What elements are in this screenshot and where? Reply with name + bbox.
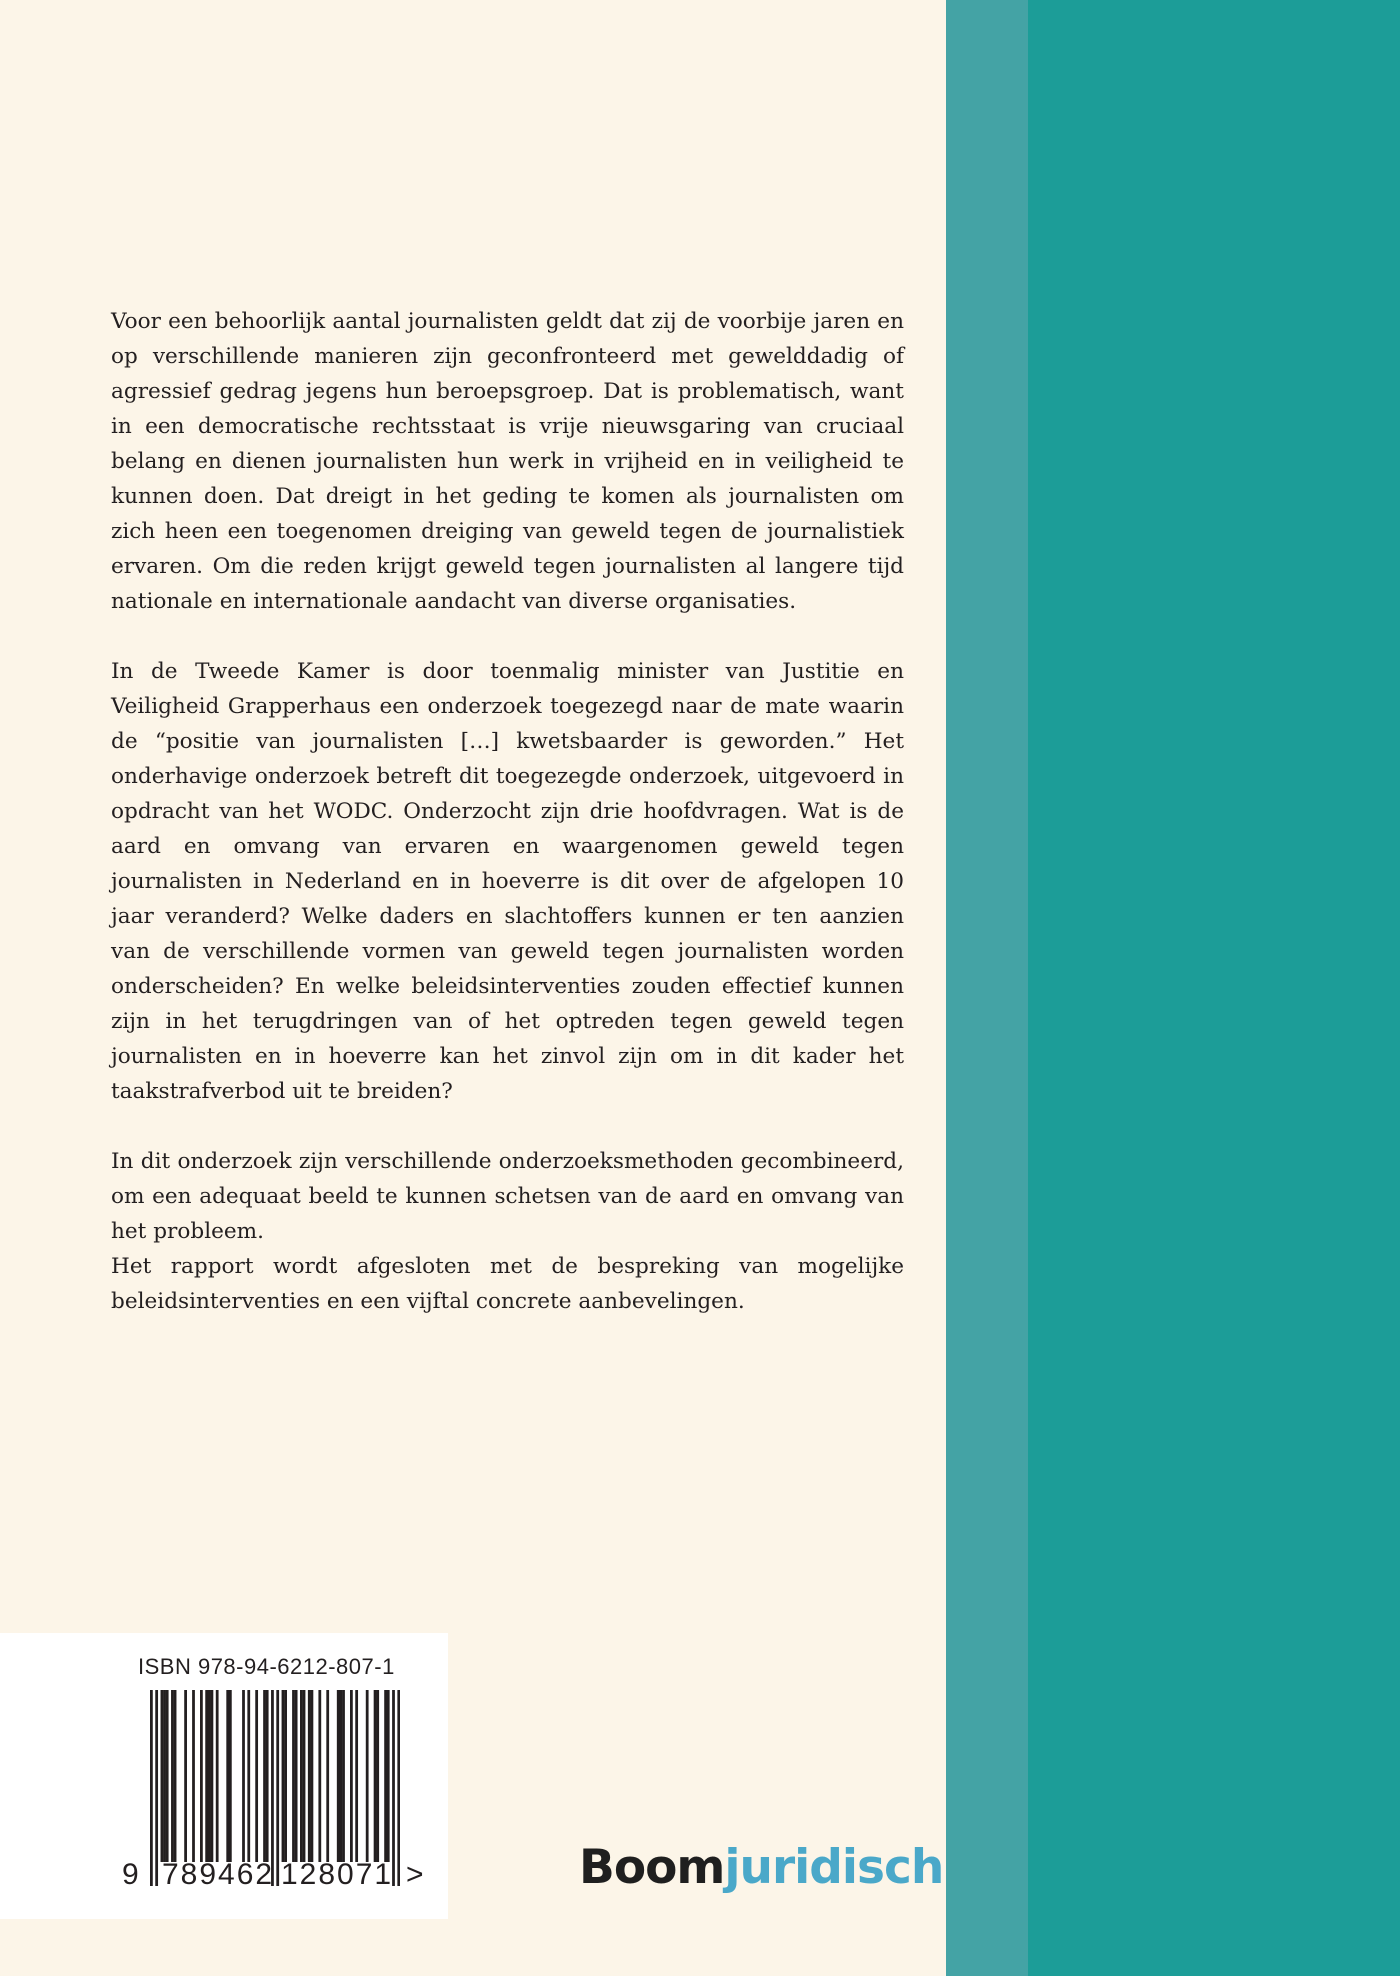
blurb-paragraph: Voor een behoorlijk aantal journalisten geldt dat zij de voorbije jaren en op verschillende manieren zijn geconfronteerd met gewelddadig of agressief gedrag jegens hun beroepsgroep. Dat is problematisch, want in een democratische rechtsstaat is vrije nieuwsgaring van cruciaal belang en dienen journalisten hun werk in vrijheid en in veiligheid te kunnen doen. Dat dreigt in het geding te komen als journalisten om zich heen een toegenomen dreiging van geweld tegen de journalistiek ervaren. Om die reden krijgt geweld tegen journalisten al langere tijd nationale en internationale aandacht van diverse organisaties. — [111, 309, 904, 614]
barcode-bar — [303, 1690, 306, 1862]
barcode-bar — [192, 1690, 195, 1862]
barcode-bar — [163, 1690, 166, 1862]
barcode-bar — [155, 1690, 158, 1886]
barcode-bar — [255, 1690, 258, 1862]
barcode-bar — [171, 1690, 174, 1862]
barcode-bar — [284, 1690, 287, 1862]
barcode-bar — [339, 1690, 342, 1862]
publisher-logo-part1: Boom — [579, 1840, 725, 1895]
barcode-bar — [166, 1690, 169, 1862]
blurb-paragraph: In de Tweede Kamer is door toenmalig minister van Justitie en Veiligheid Grapperhaus een onderzoek toegezegd naar de mate waarin de “positie van journalisten […] kwetsbaarder is geworden.” Het onderhavige onderzoek betreft dit toegezegde onderzoek, uitgevoerd in opdracht van het WODC. Onderzocht zijn drie hoofdvragen. Wat is de aard en omvang van ervaren en waargenomen geweld tegen journalisten in Nederland en in hoeverre is dit over de afgelopen 10 jaar veranderd? Welke daders en slachtoffers kunnen er ten aanzien van de verschillende vormen van geweld tegen journalisten worden onderscheiden? En welke beleidsinterventies zouden effectief kunnen zijn in het terugdringen van of het optreden tegen geweld tegen journalisten en in hoeverre kan het zinvol zijn om in dit kader het taakstrafverbod uit te breiden? — [111, 659, 904, 1104]
barcode-digits-right: 128071 — [281, 1858, 394, 1891]
barcode-bar — [263, 1690, 266, 1862]
barcode-bar — [384, 1690, 387, 1862]
blurb-paragraph: Het rapport wordt afgesloten met de bespreking van mogelijke beleidsinterventies en een vijftal concrete aanbevelingen. — [111, 1254, 904, 1314]
teal-color-band — [1028, 0, 1400, 1976]
publisher-logo — [579, 1838, 943, 1898]
barcode-bar — [326, 1690, 329, 1862]
barcode-bar — [318, 1690, 321, 1862]
barcode-bar — [295, 1690, 298, 1862]
barcode-bar — [229, 1690, 232, 1862]
barcode-bar — [150, 1690, 153, 1886]
barcode-quiet-zone-arrow: > — [406, 1858, 426, 1891]
barcode-bar — [300, 1690, 303, 1862]
barcode-digit-first: 9 — [122, 1858, 141, 1891]
barcode-bar — [308, 1690, 311, 1862]
isbn-label: ISBN 978-94-6212-807-1 — [138, 1654, 395, 1679]
barcode-bar — [216, 1690, 219, 1862]
barcode-bar — [247, 1690, 250, 1862]
barcode-bar — [292, 1690, 295, 1862]
barcode-bar — [184, 1690, 187, 1862]
barcode-bar — [350, 1690, 353, 1862]
back-cover-blurb — [111, 304, 904, 1354]
barcode-bar — [366, 1690, 369, 1862]
barcode-bar — [397, 1690, 400, 1886]
barcode-bar — [355, 1690, 358, 1862]
publisher-logo-part2: juridisch — [724, 1840, 944, 1895]
barcode-bar — [200, 1690, 203, 1862]
barcode-digits-left: 789462 — [162, 1858, 275, 1891]
barcode-bar — [211, 1690, 214, 1862]
barcode-bar — [242, 1690, 245, 1862]
barcode-bar — [174, 1690, 177, 1862]
barcode-bar — [387, 1690, 390, 1862]
barcode-bar — [276, 1690, 279, 1886]
barcode-bar — [337, 1690, 340, 1862]
blurb-paragraph: In dit onderzoek zijn verschillende onderzoeksmethoden gecombineerd, om een adequaat beeld te kunnen schetsen van de aard en omvang van het probleem. — [111, 1149, 904, 1244]
barcode-bar — [266, 1690, 269, 1862]
barcode-bar — [208, 1690, 211, 1862]
barcode-bar — [374, 1690, 377, 1862]
barcode-bar — [205, 1690, 208, 1862]
barcode-bar — [311, 1690, 314, 1862]
spine-stripe — [946, 0, 1028, 1976]
barcode-bar — [226, 1690, 229, 1862]
barcode-bar — [342, 1690, 345, 1862]
barcode-bar — [376, 1690, 379, 1862]
barcode-bar — [161, 1690, 164, 1862]
barcode-bar — [282, 1690, 285, 1862]
